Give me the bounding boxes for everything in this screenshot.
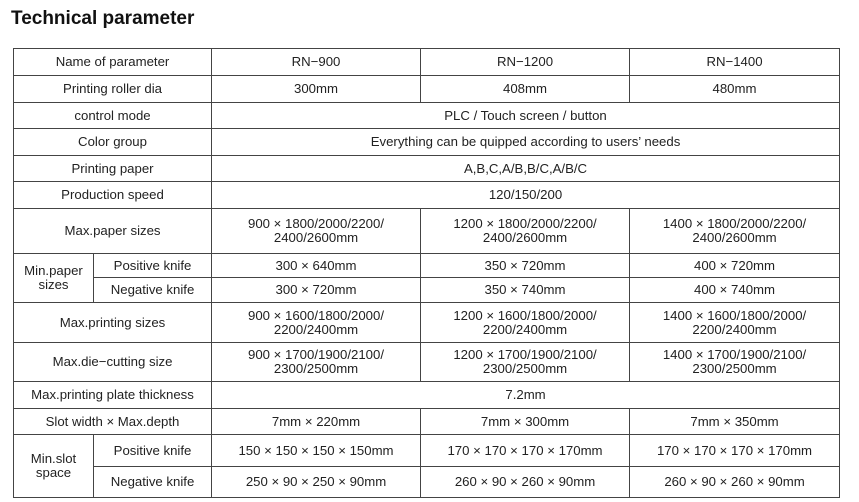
table-row <box>14 209 840 254</box>
model-rn-1400: RN−1400 <box>630 49 840 76</box>
cell-value: 300 × 720mm <box>212 278 421 303</box>
cell-value: 900 × 1600/1800/2000/ 2200/2400mm <box>212 303 421 343</box>
table-row <box>14 76 840 103</box>
cell-value: 408mm <box>421 76 630 103</box>
cell-value: 480mm <box>630 76 840 103</box>
row-label: control mode <box>14 103 212 129</box>
cell-value: 300mm <box>212 76 421 103</box>
cell-value: 7.2mm <box>212 382 840 409</box>
spec-table <box>13 48 840 498</box>
row-label: Printing roller dia <box>14 76 212 103</box>
cell-value: 170 × 170 × 170 × 170mm <box>421 435 630 467</box>
table-row <box>14 467 840 498</box>
cell-value: 1400 × 1700/1900/2100/ 2300/2500mm <box>630 343 840 382</box>
row-label: Max.printing sizes <box>14 303 212 343</box>
table-row <box>14 343 840 382</box>
row-label: Color group <box>14 129 212 156</box>
sub-label: Positive knife <box>94 435 212 467</box>
sub-label: Negative knife <box>94 278 212 303</box>
group-label: Min.paper sizes <box>14 254 94 303</box>
row-label: Printing paper <box>14 156 212 182</box>
model-rn-900: RN−900 <box>212 49 421 76</box>
sub-label: Negative knife <box>94 467 212 498</box>
row-label: Max.die−cutting size <box>14 343 212 382</box>
table-row <box>14 278 840 303</box>
cell-value: 1200 × 1800/2000/2200/ 2400/2600mm <box>421 209 630 254</box>
cell-value: 900 × 1700/1900/2100/ 2300/2500mm <box>212 343 421 382</box>
table-row <box>14 182 840 209</box>
cell-value: 250 × 90 × 250 × 90mm <box>212 467 421 498</box>
cell-value: 260 × 90 × 260 × 90mm <box>421 467 630 498</box>
row-label: Max.printing plate thickness <box>14 382 212 409</box>
cell-value: 150 × 150 × 150 × 150mm <box>212 435 421 467</box>
cell-value: 350 × 740mm <box>421 278 630 303</box>
cell-value: Everything can be quipped according to users’ needs <box>212 129 840 156</box>
table-row <box>14 129 840 156</box>
table-row <box>14 254 840 278</box>
cell-value: A,B,C,A/B,B/C,A/B/C <box>212 156 840 182</box>
table-row <box>14 409 840 435</box>
cell-value: 300 × 640mm <box>212 254 421 278</box>
cell-value: 1400 × 1600/1800/2000/ 2200/2400mm <box>630 303 840 343</box>
cell-value: 120/150/200 <box>212 182 840 209</box>
table-row <box>14 103 840 129</box>
group-label: Min.slot space <box>14 435 94 498</box>
cell-value: 1200 × 1700/1900/2100/ 2300/2500mm <box>421 343 630 382</box>
cell-value: PLC / Touch screen / button <box>212 103 840 129</box>
cell-value: 7mm × 300mm <box>421 409 630 435</box>
model-rn-1200: RN−1200 <box>421 49 630 76</box>
table-row-header <box>14 49 840 76</box>
page-title: Technical parameter <box>11 8 195 29</box>
cell-value: 1200 × 1600/1800/2000/ 2200/2400mm <box>421 303 630 343</box>
cell-value: 260 × 90 × 260 × 90mm <box>630 467 840 498</box>
header-label: Name of parameter <box>14 49 212 76</box>
cell-value: 170 × 170 × 170 × 170mm <box>630 435 840 467</box>
table-row <box>14 435 840 467</box>
cell-value: 1400 × 1800/2000/2200/ 2400/2600mm <box>630 209 840 254</box>
table-row <box>14 156 840 182</box>
table-row <box>14 303 840 343</box>
row-label: Production speed <box>14 182 212 209</box>
table-row <box>14 382 840 409</box>
row-label: Slot width × Max.depth <box>14 409 212 435</box>
cell-value: 400 × 720mm <box>630 254 840 278</box>
cell-value: 350 × 720mm <box>421 254 630 278</box>
cell-value: 7mm × 350mm <box>630 409 840 435</box>
sub-label: Positive knife <box>94 254 212 278</box>
cell-value: 900 × 1800/2000/2200/ 2400/2600mm <box>212 209 421 254</box>
cell-value: 7mm × 220mm <box>212 409 421 435</box>
row-label: Max.paper sizes <box>14 209 212 254</box>
cell-value: 400 × 740mm <box>630 278 840 303</box>
